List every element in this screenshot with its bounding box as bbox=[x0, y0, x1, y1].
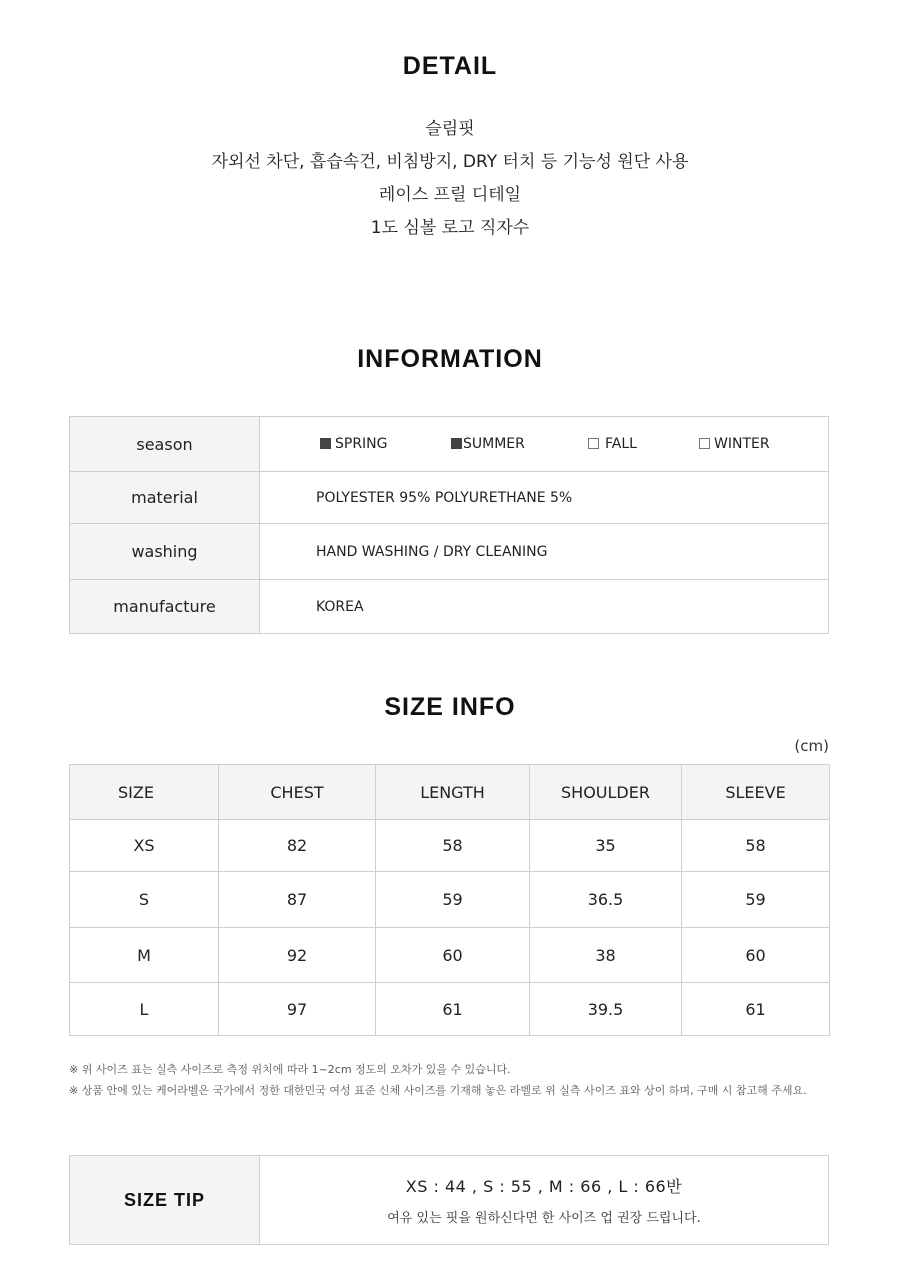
checkbox-icon bbox=[588, 438, 599, 449]
information-title: INFORMATION bbox=[357, 345, 543, 373]
size-table bbox=[69, 764, 830, 1036]
column-header: CHEST bbox=[219, 765, 376, 820]
unit-label: (cm) bbox=[794, 737, 829, 755]
size-notes bbox=[69, 1059, 807, 1101]
detail-list bbox=[0, 116, 900, 248]
table-cell: L bbox=[70, 983, 219, 1036]
detail-line: 슬림핏 bbox=[425, 119, 475, 139]
table-cell: 35 bbox=[530, 820, 682, 872]
table-cell: M bbox=[70, 928, 219, 983]
size-note: ※ 위 사이즈 표는 실측 사이즈로 측정 위치에 따라 1~2cm 정도의 오차가 있을 수 있습니다. bbox=[69, 1063, 511, 1076]
table-row bbox=[70, 820, 830, 872]
info-row-washing bbox=[70, 524, 829, 580]
table-cell: 87 bbox=[219, 872, 376, 928]
info-row-season bbox=[70, 417, 829, 472]
table-row bbox=[70, 872, 830, 928]
season-option-spring: SPRING bbox=[320, 436, 388, 452]
detail-line: 자외선 차단, 흡습속건, 비침방지, DRY 터치 등 기능성 원단 사용 bbox=[211, 152, 689, 172]
column-header: SIZE bbox=[70, 765, 219, 820]
table-cell: 97 bbox=[219, 983, 376, 1036]
season-option-summer: SUMMER bbox=[451, 436, 525, 452]
size-tip-row bbox=[70, 1156, 829, 1245]
detail-line: 레이스 프릴 디테일 bbox=[378, 185, 522, 205]
material-label: material bbox=[70, 472, 260, 524]
size-tip-label: SIZE TIP bbox=[70, 1156, 260, 1245]
material-value: POLYESTER 95% POLYURETHANE 5% bbox=[260, 472, 829, 524]
size-note: ※ 상품 안에 있는 케어라벨은 국가에서 정한 대한민국 여성 표준 신체 사이즈를 기재해 놓은 라벨로 위 실측 사이즈 표와 상이 하며, 구매 시 참고해 주세요. bbox=[69, 1084, 807, 1097]
table-cell: 59 bbox=[682, 872, 830, 928]
season-option-winter: WINTER bbox=[699, 436, 770, 452]
washing-value: HAND WASHING / DRY CLEANING bbox=[260, 524, 829, 580]
table-cell: 36.5 bbox=[530, 872, 682, 928]
detail-line: 1도 심볼 로고 직자수 bbox=[370, 218, 530, 238]
size-table-header bbox=[70, 765, 830, 820]
table-cell: XS bbox=[70, 820, 219, 872]
table-row bbox=[70, 928, 830, 983]
table-cell: 61 bbox=[376, 983, 530, 1036]
info-row-material bbox=[70, 472, 829, 524]
table-cell: 58 bbox=[376, 820, 530, 872]
column-header: LENGTH bbox=[376, 765, 530, 820]
checkbox-icon bbox=[320, 438, 331, 449]
size-tip-value bbox=[260, 1156, 829, 1245]
table-cell: 61 bbox=[682, 983, 830, 1036]
table-row bbox=[70, 983, 830, 1036]
table-cell: 82 bbox=[219, 820, 376, 872]
season-value bbox=[260, 417, 829, 472]
manufacture-label: manufacture bbox=[70, 580, 260, 634]
column-header: SLEEVE bbox=[682, 765, 830, 820]
column-header: SHOULDER bbox=[530, 765, 682, 820]
table-cell: 38 bbox=[530, 928, 682, 983]
size-tip-advice: 여유 있는 핏을 원하신다면 한 사이즈 업 권장 드립니다. bbox=[387, 1211, 701, 1226]
checkbox-icon bbox=[699, 438, 710, 449]
checkbox-icon bbox=[451, 438, 462, 449]
detail-title: DETAIL bbox=[402, 52, 498, 80]
table-cell: 39.5 bbox=[530, 983, 682, 1036]
table-cell: 60 bbox=[682, 928, 830, 983]
info-row-manufacture bbox=[70, 580, 829, 634]
table-cell: 92 bbox=[219, 928, 376, 983]
season-option-fall: FALL bbox=[588, 436, 637, 452]
size-info-title: SIZE INFO bbox=[384, 693, 516, 721]
table-cell: 60 bbox=[376, 928, 530, 983]
table-cell: 58 bbox=[682, 820, 830, 872]
table-cell: 59 bbox=[376, 872, 530, 928]
manufacture-value: KOREA bbox=[260, 580, 829, 634]
table-cell: S bbox=[70, 872, 219, 928]
information-table bbox=[69, 416, 829, 634]
size-tip-mapping: XS : 44 , S : 55 , M : 66 , L : 66반 bbox=[405, 1177, 683, 1196]
washing-label: washing bbox=[70, 524, 260, 580]
season-label: season bbox=[70, 417, 260, 472]
size-tip-table bbox=[69, 1155, 829, 1245]
